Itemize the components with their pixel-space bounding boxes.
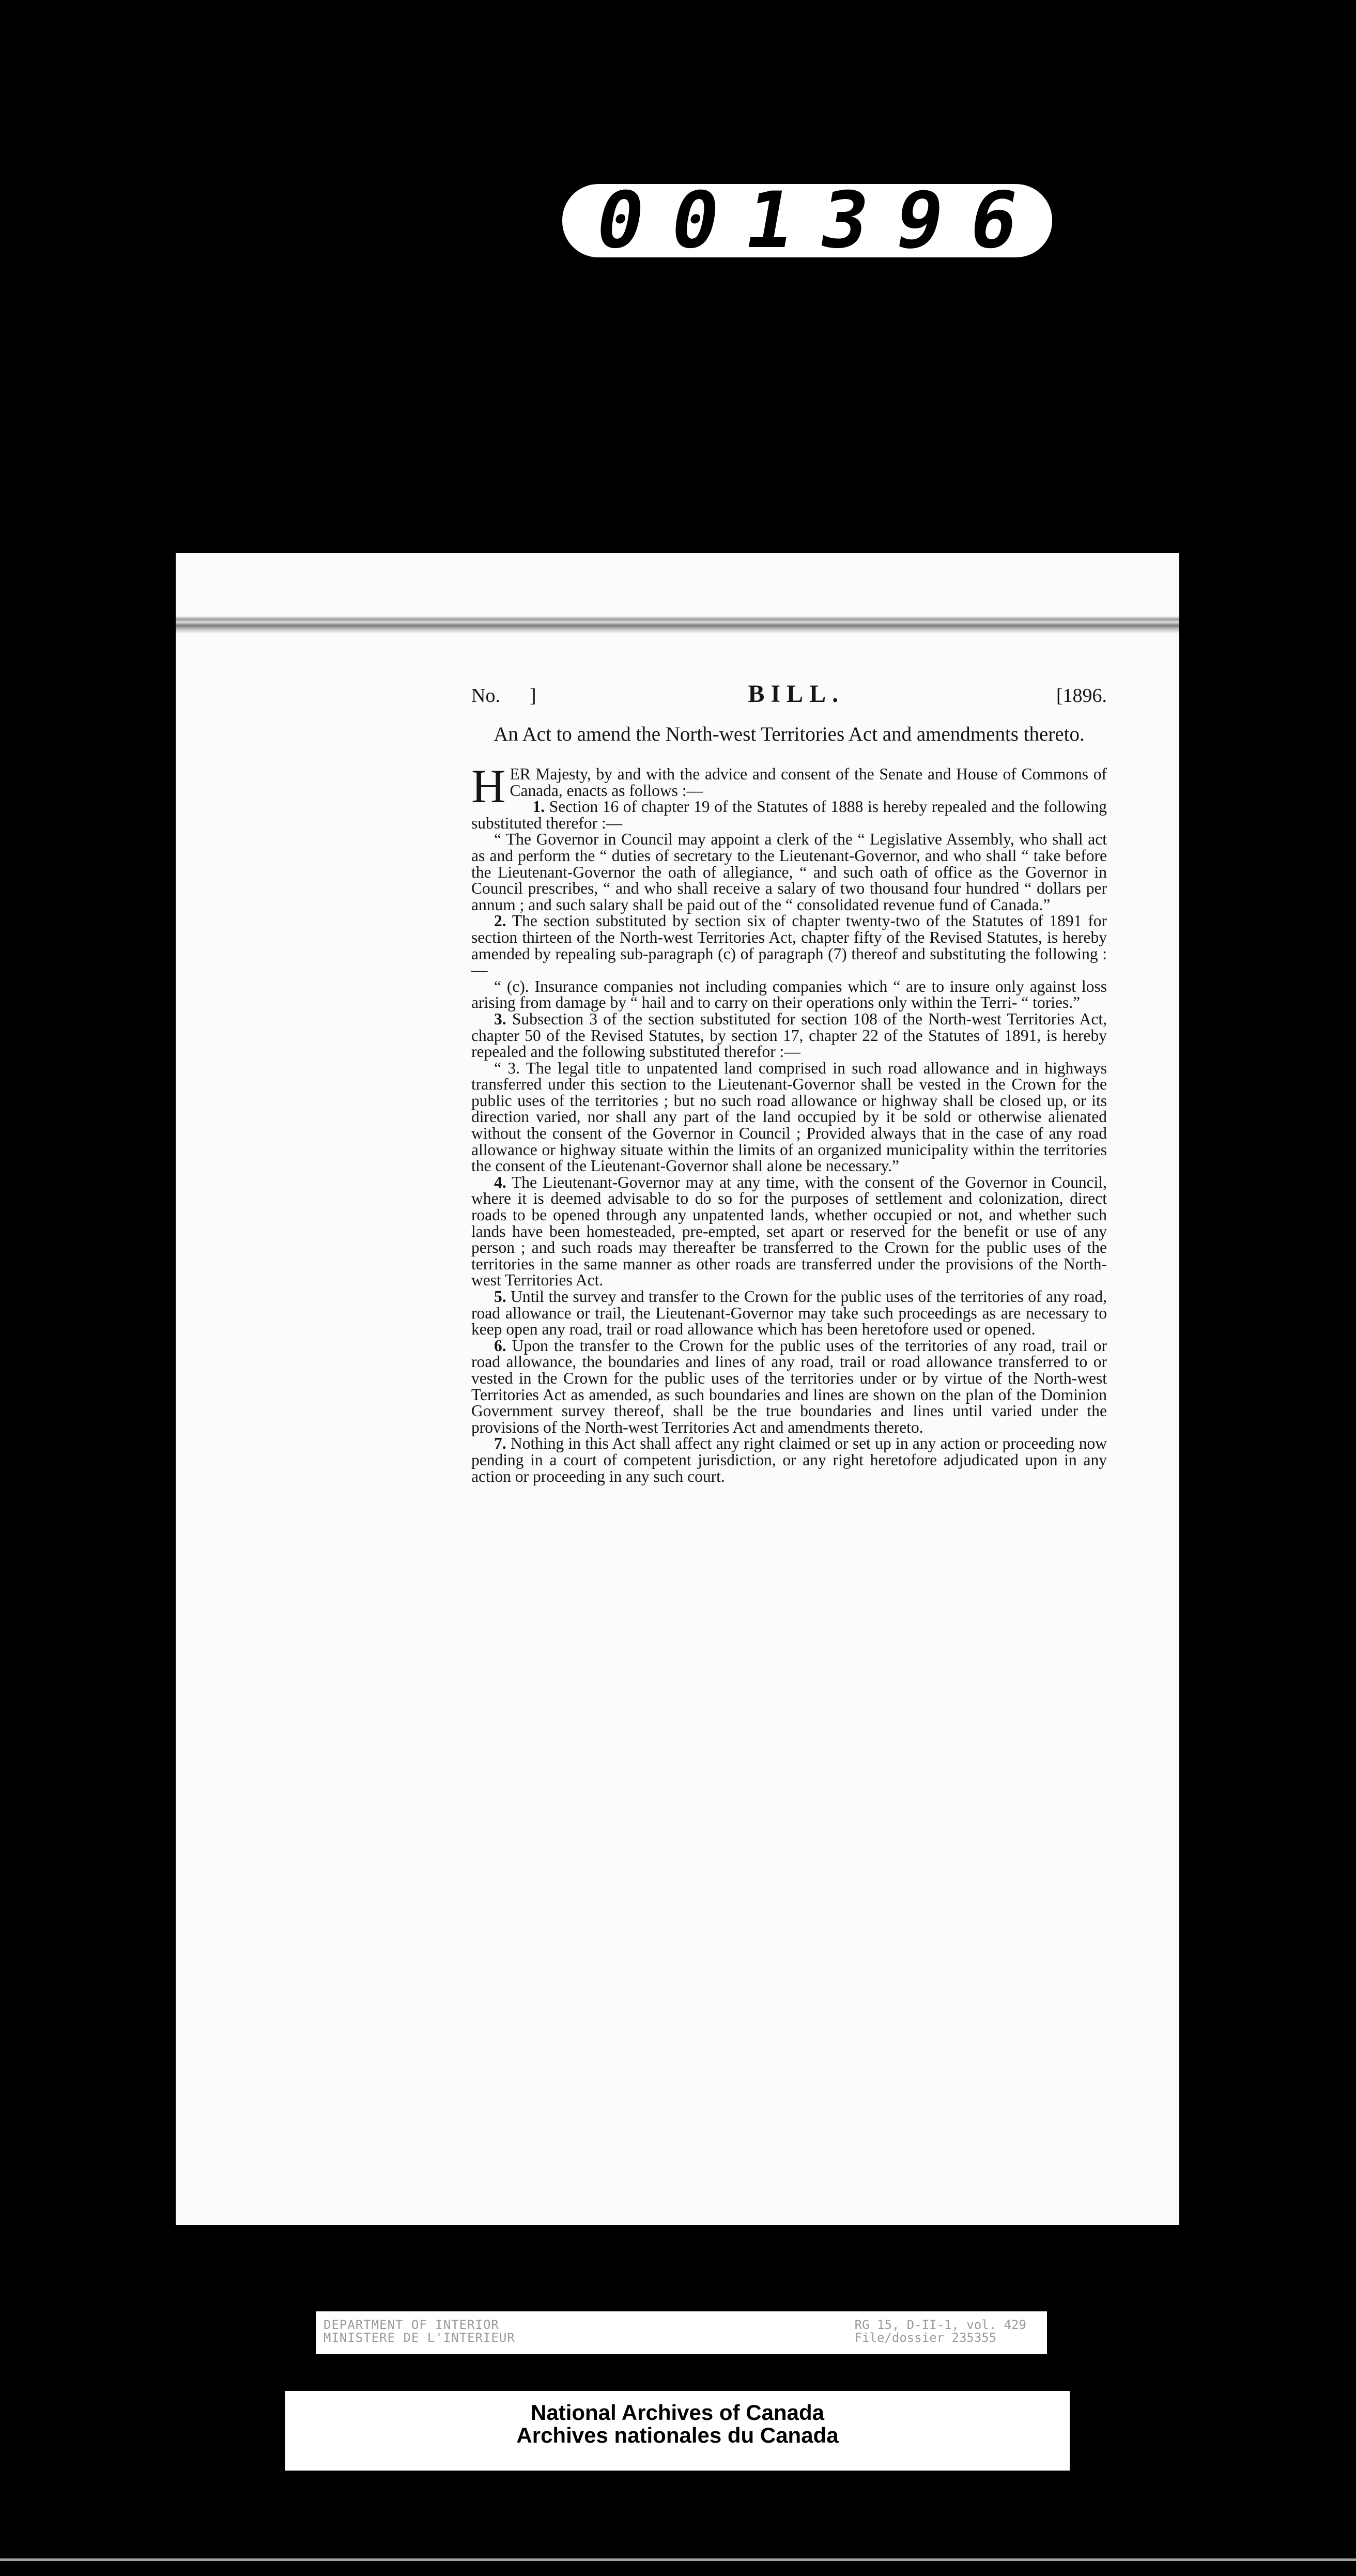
bill-number-label: No. ] bbox=[471, 685, 536, 707]
department-plate bbox=[316, 2311, 1047, 2354]
department-names bbox=[323, 2319, 515, 2344]
frame-digit: 1 bbox=[738, 176, 802, 266]
bill-heading: BILL. bbox=[748, 680, 845, 708]
department-en: DEPARTMENT OF INTERIOR bbox=[323, 2318, 499, 2332]
section-7: 7. Nothing in this Act shall affect any right claimed or set up in any action or proceeding now pending in a court of competent jurisdiction, or any right heretofore adjudicated upon in any action or proceeding in any such court. bbox=[471, 1434, 1107, 1485]
reference-line-1: RG 15, D-II-1, vol. 429 bbox=[854, 2318, 1026, 2332]
archives-name-fr: Archives nationales du Canada bbox=[516, 2423, 839, 2447]
bill-title: An Act to amend the North-west Territories Act and amendments thereto. bbox=[494, 723, 1085, 745]
frame-number-stamp bbox=[562, 176, 1052, 266]
reference-line-2: File/dossier 235355 bbox=[854, 2330, 997, 2345]
archives-name-en: National Archives of Canada bbox=[531, 2400, 824, 2425]
archival-reference bbox=[855, 2319, 1026, 2344]
frame-digit: 9 bbox=[888, 176, 951, 266]
department-fr: MINISTERE DE L'INTERIEUR bbox=[323, 2330, 515, 2345]
dropcap: H bbox=[471, 760, 506, 812]
bottom-rule bbox=[0, 2558, 1356, 2561]
frame-digit: 0 bbox=[664, 176, 727, 266]
bill-header bbox=[471, 680, 1107, 708]
section-2-quote: “ (c). Insurance companies not including companies which “ are to insure only against loss arising from damage by “ hail and to carry on their operations only within the Terri- “ tories.” bbox=[471, 977, 1107, 1012]
bill-text bbox=[471, 680, 1107, 1484]
bill-year: [1896. bbox=[1056, 685, 1107, 707]
section-5: 5. Until the survey and transfer to the Crown for the public uses of the territories of any road, road allowance or trail, the Lieutenant-Governor may take such proceedings as are necessary to keep open any road, trail or road allowance which has been heretofore used or opened. bbox=[471, 1287, 1107, 1339]
preamble: HER Majesty, by and with the advice and consent of the Senate and House of Commons of Canada, enacts as follows :— bbox=[471, 760, 1107, 812]
archives-label bbox=[285, 2391, 1070, 2471]
section-1: 1. Section 16 of chapter 19 of the Statutes of 1888 is hereby repealed and the following substituted therefor :— bbox=[471, 798, 1107, 832]
section-1-quote: “ The Governor in Council may appoint a clerk of the “ Legislative Assembly, who shall act as and perform the “ duties of secretary to the Lieutenant-Governor, and who shall “ take before the Lieutenant-Governor the oath of allegiance, “ and such oath of office as the Governor in Council prescribes, “ and who shall receive a salary of two thousand four hundred “ dollars per annum ; and such salary shall be paid out of the “ consolidated revenue fund of Canada.” bbox=[471, 830, 1107, 914]
section-6: 6. Upon the transfer to the Crown for the public uses of the territories of any road, trail or road allowance, the boundaries and lines of any road, trail or road allowance transferred to or vested in the Crown for the public uses of the territories under or by virtue of the North-west Territories Act as amended, as such boundaries and lines are shown on the plan of the Dominion Government survey thereof, shall be the true boundaries and lines until varied under the provisions of the North-west Territories Act and amendments thereto. bbox=[471, 1336, 1107, 1436]
section-3: 3. Subsection 3 of the section substituted for section 108 of the North-west Territories Act, chapter 50 of the Revised Statutes, by section 17, chapter 22 of the Statutes of 1891, is hereby repealed and the following substituted therefor :— bbox=[471, 1009, 1107, 1061]
frame-digit: 3 bbox=[813, 176, 876, 266]
section-3-quote: “ 3. The legal title to unpatented land comprised in such road allowance and in highways transferred under this section to the Lieutenant-Governor shall be vested in the Crown for the public uses of the territories ; but no such road allowance or highway shall be closed up, or its direction varied, nor shall any part of the land occupied by it be sold or otherwise alienated without the consent of the Governor in Council ; Provided always that in the case of any road allowance or highway situate within the limits of an organized municipality within the territories the consent of the Lieutenant-Governor shall alone be necessary.” bbox=[471, 1059, 1107, 1175]
document-page bbox=[176, 553, 1179, 2225]
frame-digit: 0 bbox=[589, 176, 652, 266]
section-4: 4. The Lieutenant-Governor may at any time, with the consent of the Governor in Council, where it is deemed advisable to do so for the purposes of settlement and colonization, direct roads to be opened through any unpatented lands, whether occupied or not, and whether such lands have been homesteaded, pre-empted, set apart or reserved for the benefit or use of any person ; and such roads may thereafter be transferred to the Crown for the public uses of the territories in the same manner as other roads are transferred under the provisions of the North-west Territories Act. bbox=[471, 1173, 1107, 1290]
frame-digit: 6 bbox=[963, 176, 1026, 266]
page-fold-band bbox=[176, 616, 1179, 637]
section-2: 2. The section substituted by section six of chapter twenty-two of the Statutes of 1891 for section thirteen of the North-west Territories Act, chapter fifty of the Revised Statutes, is hereby amended by repealing sub-paragraph (c) of paragraph (7) thereof and substituting the following :— bbox=[471, 912, 1107, 979]
